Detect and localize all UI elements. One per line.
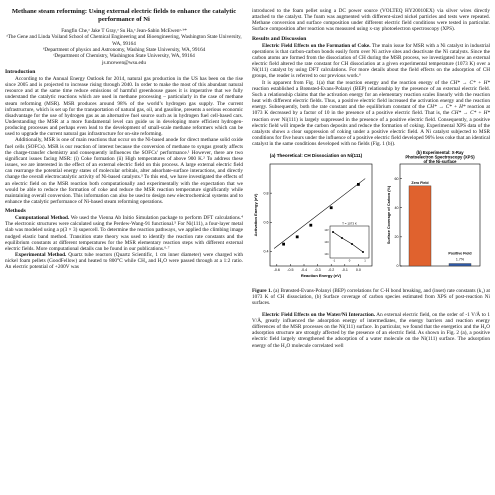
chart-b-y-tick-label: 40 [394, 206, 399, 211]
chart-a-inset-y-tick-label: 10¹³ [324, 229, 329, 233]
continuation-paragraph: introduced to the foam pellet using a DC power source (VOLTEQ HY20010EX) via silver wires directly attached to the catalyst. The foam was augmented with different-sized nickel particles and tests were repeated. Methane conversion and surface composition under different electric field conditions were tested in particular. Surface composition after reaction was measured using x-ray photoelectron spectroscopy (XPS). [252, 8, 490, 33]
chart-b-value-label: 1.7% [455, 257, 465, 262]
experimental-method-paragraph [5, 252, 243, 270]
experimental-method-label: Experimental Method. [15, 252, 67, 259]
chart-a-inset-annotation: T = 1073 K [342, 221, 357, 226]
computational-method-paragraph [5, 215, 243, 252]
chart-a-xlabel: Reaction Energy (eV) [300, 273, 342, 279]
figure-1-caption-label: Figure 1. [252, 288, 272, 295]
coke-formation-text: The main issue for MSR with a Ni catalyst in industrial operations is that carbon-carbon bonds easily form over Ni active sites and deactivate the Ni catalysts. Since the carbon atoms are formed from the dissociation of CH during the MSR process, we investigated how an external electric field altered the rate constant for CH dissociation at a given experimental temperature (1073 K) over a Ni(111) catalyst by using DFT calculations. For more details about the field effects on the adsorption of CH groups, the reader is referred to our previous work.⁶ [252, 42, 491, 80]
chart-b-ylabel: Surface Coverage of Carbon (%) [387, 186, 391, 245]
chart-a-inset-point [341, 237, 343, 239]
chart-b-bar [409, 186, 431, 266]
figure-1 [252, 150, 490, 286]
chart-a-ylabel: Activation Energy (eV) [253, 193, 258, 237]
chart-b-y-tick-label: 20 [394, 235, 399, 240]
chart-a-inset-frame [330, 226, 369, 258]
paper-title: Methane steam reforming: Using external electric fields to enhance the catalytic performance of Ni [11, 8, 237, 23]
figure-1-caption [252, 288, 490, 306]
chart-a-y-tick-label: 0.4 [263, 249, 269, 254]
chart-a-inset-x-tick-label: 0 [348, 258, 351, 263]
bep-text-b: reaction established a Brønsted-Evans-Polanyi (BEP) relationship by the presence of an external electric field. Such a relationship claims that the activation energy for an elementary reaction scales linearly with the reaction heat with different electric fields. Thus, a positive electric field increased the activation energy and the reaction energy. Subsequently, both the rate constant and the equilibrium constant of the [252, 85, 490, 111]
chart-a-point [357, 183, 360, 186]
introduction-paragraph-1: According to the Annual Energy Outlook for 2014, natural gas production in the US has been on the rise since 2005 and is projected to increase rising through 2040. In order to make the most of this abundant natural resource and at the same time reduce emissions of harmful greenhouse gases it is imperative that we fully understand the catalytic reactions which are used in methane processing – particularly in the case of methane steam reforming (MSR). MSR produces around 98% of the world’s hydrogen gas supply. The current infrastructure, which is set up for the transportation of natural gas, oil, and gasoline, presents a serious economic disadvantage for the use of hydrogen gas as an alternative fuel source such as in hydrogen fuel cell-based cars. Understanding the MSR at a more fundamental level can guide us in developing more efficient hydrogen-producing processes and perhaps even lead to the development of small-scale methane reformers which can be used to upgrade the current natural gas infrastructure for on-site reforming. [5, 75, 243, 138]
affiliation-a: ᵃThe Gene and Linda Voiland School of Chemical Engineering and Bioengineering, Washington State University, WA, 99164 [6, 34, 242, 47]
left-column [5, 0, 243, 271]
chart-b-category-label: Positive Field [448, 251, 472, 256]
chart-a-x-tick-label: -0.6 [273, 268, 280, 273]
bep-equation-1: CH* → C* + H* [450, 79, 490, 86]
chart-a-point [309, 224, 312, 227]
chart-a-x-tick-label: -0.3 [314, 268, 321, 273]
chart-a-x-tick-label: -0.2 [328, 268, 335, 273]
introduction-paragraph-2: Additionally, MSR is one of main reactions that occur on the Ni-based anode for direct methane solid oxide fuel cells (SOFCs). MSR is our reaction of interest because the conversion of methane to syngas greatly affects the charge-transfer chemistry and consequently influences the SOFCs’ performance.¹ However, there are two significant issues facing MSR: (i) Coke formation (ii) High temperatures of above 900 K.² To address these issues, we are interested in the effect of an external electric field on this process. A large external electric field can rearrange the potential energy states of molecular orbitals, alter adsorbate-surface interactions, and directly change the overall electrocatalytic activity of Ni-based catalysts.³ To this end, we have investigated the effects of an electric field on the MSR reaction both computationally and experimentally with the expectation that we would be able to reduce the formation of coke and reduce the MSR reaction temperature significantly while maintaining overall conversion. This information can also be used to design new electrochemical systems and to enhance the catalytic performance of Ni-based steam reforming operations. [5, 137, 243, 205]
computational-method-label: Computational Method. [15, 215, 70, 222]
chart-a-point [296, 236, 299, 239]
coke-formation-paragraph [252, 43, 490, 80]
bep-text-a: It is apparent from Fig. 1(a) that the reaction energy and the reaction energy of the [262, 79, 450, 86]
chart-b-bar [449, 264, 471, 266]
chart-a-x-tick-label: -0.4 [300, 268, 308, 273]
methods-heading: Methods [5, 208, 26, 215]
chart-a-inset-point [332, 231, 334, 233]
bep-paragraph [252, 80, 490, 148]
chart-b-y-tick-label: 60 [394, 177, 399, 182]
figure-1-caption-text: (a) Brønsted-Evans-Polanyi (BEP) correlations for C-H bond breaking, and (inset) rate constants (k₁) at 1073 K of CH dissociation, (b) Surface coverage of carbon species estimated from XPS of post-reaction Ni surfaces. [252, 288, 490, 307]
introduction-heading: Introduction [5, 68, 36, 75]
water-ni-text: An external electric field, on the order of -1 V/Å to 1 V/Å, greatly influenced the adsorption energy of intermediates, the energy barriers and reaction energy differences of the MSR processes on the Ni(111) surface. In particular, we found that the energetics and the H₂O adsorption structure are strongly affected by the presence of an electric field. As shown in Fig. 2 (a), a positive electric field largely strengthened the adsorption of a water molecule on the Ni(111) surface. The adsorption energy of the H₂O molecule correlated well [252, 311, 490, 349]
water-ni-label: Electric Field Effects on the Water/Ni Interaction. [262, 311, 376, 318]
right-column [252, 0, 490, 349]
chart-a-point [330, 207, 333, 210]
coke-formation-label: Electric Field Effects on the Formation of Coke. [262, 42, 371, 49]
chart-a-point [282, 243, 285, 246]
water-ni-paragraph [252, 312, 490, 349]
contact-email[interactable]: js.mcewen@wsu.edu [102, 59, 146, 66]
chart-a-inset-point [362, 251, 364, 253]
chart-a-y-tick-label: 0.6 [263, 220, 269, 225]
chart-a-inset-x-tick-label: -1 [332, 258, 336, 263]
bep-text-d: reaction over Ni(111) is largely suppressed in the presence of a positive electric field. Consequently, a positive electric field will impede the carbon deposits and reduce the formation of coking. Experimental XPS data of the catalysts shows a clear suppression of coking under a positive electric field. A Ni catalyst subjected to MSR conditions for five hours under the influence of a positive electric field developed 96% less coke that an identical catalyst in the same conditions developed with no fields (Fig. 1 (b)). [252, 116, 490, 148]
chart-b-y-tick-label: 0 [396, 264, 399, 269]
chart-a-inset-y-tick-label: 10¹¹ [324, 253, 329, 257]
bep-text-c: reaction at 1073 K decreased by a factor of 10 in the presence of a positive electric field. That is, the [252, 104, 490, 117]
chart-b-title: (b) Experimental: X-Ray Photoelectron Spectroscopy (XPS) of the Ni-surface [405, 150, 475, 165]
chart-a-x-tick-label: -0.5 [287, 268, 294, 273]
chart-a-title: (a) Theoretical: CH Dissociation on Ni(111) [269, 153, 363, 159]
computational-method-text: We used the Vienna Ab Initio Simulation package to perform DFT calculations.⁴ The electronic structures were calculated using the Perdew-Wang-91 functional.⁵ For Ni(111), a four-layer metal slab was modeled using a p(3 × 3) supercell. To determine the reaction pathways, we applied the climbing image nudged elastic band method. Transition state theory was used to identify the reaction rate constants and the equilibrium constants at different temperatures for the MSR elementary reaction steps with different external electric fields. More computational details can be found in our publications.⁶·⁷ [5, 215, 243, 252]
chart-a-inset-point [351, 243, 353, 245]
bep-equation-2: CH* → C* + H* [426, 104, 466, 111]
chart-a-x-tick-label: -0.1 [341, 268, 348, 273]
experimental-method-text: Quartz tube reactors (Quartz Scientific, 1 cm inner diameter) were charged with nickel foam pellets (GoodFellow) and heated to 800°C while CH₄ and H₂O were passed through at a 1:2 ratio. An electric potential of +200V was [5, 252, 243, 271]
chart-a-y-tick-label: 0.8 [263, 191, 269, 196]
chart-a-inset-y-tick-label: 10¹² [324, 241, 329, 245]
affiliation-c: ᶜDepartment of Chemistry, Washington State University, WA, 99164 [53, 53, 195, 60]
bep-equation-3: CH* → C* + H* [451, 110, 490, 117]
results-heading: Results and Discussion [252, 35, 307, 42]
author-list: Fangfin Che,ᵃ Jake T Gray,ᵃ Su Ha,ᵃ Jean-Sabin McEwenᵃ·ᵇ* [61, 28, 187, 35]
figure-1-graphic [252, 150, 490, 286]
chart-a-inset-x-tick-label: 1 [364, 258, 366, 263]
chart-b-category-label: Zero Field [411, 181, 429, 186]
affiliation-b: ᵇDepartment of physics and Astronomy, Washing State University, WA, 99164 [42, 46, 206, 53]
chart-a-x-tick-label: 0.0 [355, 268, 361, 273]
